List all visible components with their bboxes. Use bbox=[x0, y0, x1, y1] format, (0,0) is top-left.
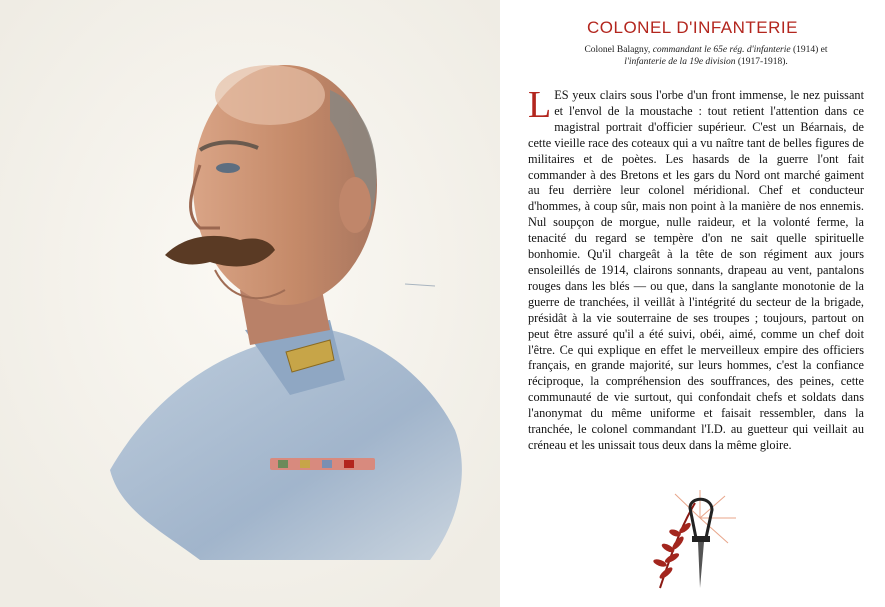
drop-cap: L bbox=[528, 84, 552, 126]
subtitle-years: (1917-1918). bbox=[735, 57, 788, 67]
body-paragraph: ES yeux clairs sous l'orbe d'un front immense, le nez puissant et l'envol de la moustache : tout retient l'attention dans ce magistral portrait d'officier supérieur. C'est un Béarnais, de cette vieille race des coteaux qui a vu naître tant de belles figures de militaires et de poètes. Les hasards de la guerre l'ont fait commander à des Bretons et les gars du Nord ont marché gaiment au feu derrière leur colonel méridional. Chef et conducteur d'hommes, à coup sûr, mais non point à la manière de nos ennemis. Nul soupçon de morgue, nulle raideur, et la volonté ferme, la tenacité du regard se tempère d'on ne sait quelle spirituelle bonhomie. Qu'il chargeât à la tête de son régiment aux jours ensoleillés de 1914, clairons sonnants, drapeau au vent, pantalons rouges dans les blés — ou que, dans la sanglante monotonie de la guerre de tranchées, il veillât à l'intégrité du secteur de la brigade, présidât à la vie souterraine de ses troupes ; toujours, partout on peut être assuré qu'il a été suivi, obéi, aimé, comme un chef doit l'être. Ce qui explique en effet le merveilleux empire des officiers français, en grande majorité, sur leurs hommes, c'est la confiance réciproque, la compréhension des souffrances, des peines, cette communauté de vie surtout, qui confondait chefs et soldats dans l'anonymat du même uniforme et faisait ressembler, dans la tranchée, le colonel commandant l'I.D. au guetteur qui veillait au créneau et les unissait tous deux dans la même gloire. bbox=[528, 88, 864, 452]
subtitle-name: Colonel Balagny, bbox=[584, 45, 653, 55]
subtitle-command: commandant le 65e rég. d'infanterie bbox=[652, 45, 791, 55]
subtitle-year: (1914) et bbox=[790, 45, 828, 55]
sword-laurel-emblem-icon bbox=[640, 488, 740, 598]
body-text bbox=[528, 84, 864, 454]
page-title: COLONEL D'INFANTERIE bbox=[587, 18, 798, 37]
text-column bbox=[500, 0, 885, 607]
subtitle bbox=[556, 44, 856, 68]
subtitle-division: l'infanterie de la 19e division bbox=[624, 57, 736, 67]
